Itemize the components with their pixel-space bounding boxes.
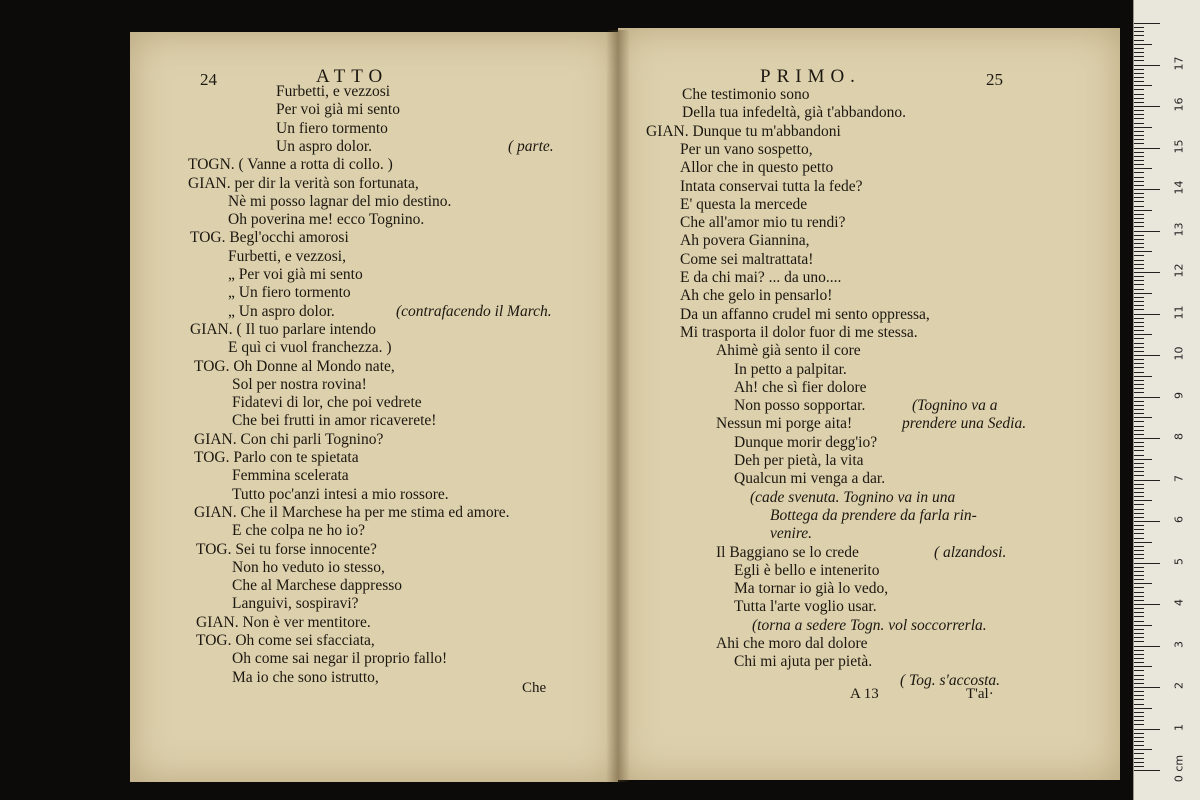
ruler-tick <box>1134 305 1144 306</box>
right-running-title: PRIMO. <box>760 66 861 87</box>
ruler-tick <box>1134 426 1144 427</box>
ruler-tick <box>1134 139 1144 140</box>
text-line: Un aspro dolor. <box>276 137 373 155</box>
ruler-tick <box>1134 691 1144 692</box>
text-line: TOG. Oh come sei sfacciata, <box>196 632 375 649</box>
ruler-tick <box>1134 571 1144 572</box>
ruler-tick <box>1134 94 1144 95</box>
text-line: GIAN. per dir la verità son fortunata, <box>188 174 419 192</box>
ruler-label: 5 <box>1172 557 1186 565</box>
text-line: GIAN. Con chi parli Tognino? <box>194 430 384 448</box>
ruler-tick <box>1134 380 1144 381</box>
ruler-label: 0 cm <box>1172 754 1186 783</box>
ruler-tick <box>1134 699 1144 700</box>
ruler-tick <box>1134 533 1144 534</box>
text-line: Ah che gelo in pensarlo! <box>680 287 833 305</box>
ruler-label: 7 <box>1172 474 1186 482</box>
ruler-label: 13 <box>1172 222 1186 236</box>
text-line: GIAN. Che il Marchese ha per me stima ed amore. <box>194 503 510 521</box>
ruler-tick <box>1134 376 1152 377</box>
text-line: GIAN. Dunque tu m'abbandoni <box>646 122 841 140</box>
ruler-tick <box>1134 558 1144 559</box>
text-line: Per voi già mi sento <box>276 101 400 119</box>
text-line: Che testimonio sono <box>682 86 810 103</box>
ruler-tick <box>1134 704 1144 705</box>
ruler-tick <box>1134 384 1144 385</box>
text-line: Che bei frutti in amor ricaverete! <box>232 412 437 430</box>
ruler-tick <box>1134 239 1144 240</box>
text-line: E da chi mai? ... da uno.... <box>680 269 842 286</box>
ruler-tick <box>1134 417 1152 418</box>
ruler-tick <box>1134 500 1152 501</box>
ruler-tick <box>1134 301 1144 302</box>
ruler-tick <box>1134 604 1160 605</box>
ruler-label: 14 <box>1172 180 1186 195</box>
text-line: (torna a sedere Togn. vol soccorrerla. <box>752 616 987 634</box>
ruler-tick <box>1134 255 1144 256</box>
ruler-tick <box>1134 73 1144 74</box>
ruler-tick <box>1134 367 1144 368</box>
ruler-tick <box>1134 770 1160 771</box>
ruler-tick <box>1134 65 1160 66</box>
ruler-tick <box>1134 687 1160 688</box>
ruler-label: 1 <box>1172 723 1186 731</box>
ruler-tick <box>1134 148 1160 149</box>
ruler-tick <box>1134 442 1144 443</box>
ruler-tick <box>1134 48 1144 49</box>
ruler-tick <box>1134 621 1144 622</box>
ruler-tick <box>1134 467 1144 468</box>
ruler-tick <box>1134 218 1144 219</box>
text-line: „ Un fiero tormento <box>228 284 351 302</box>
ruler-tick <box>1134 98 1144 99</box>
text-line: Che all'amor mio tu rendi? <box>680 214 846 232</box>
ruler-tick <box>1134 343 1144 344</box>
ruler-tick <box>1134 309 1144 310</box>
left-catchword: Che <box>522 680 547 696</box>
ruler-tick <box>1134 214 1144 215</box>
ruler-tick <box>1134 23 1160 24</box>
text-line: In petto a palpitar. <box>734 360 847 378</box>
stage-direction: ( parte. <box>508 137 554 155</box>
ruler-tick <box>1134 646 1160 647</box>
text-line: Della tua infedeltà, già t'abbandono. <box>682 104 907 122</box>
ruler-tick <box>1134 542 1152 543</box>
ruler-tick <box>1134 27 1144 28</box>
ruler-tick <box>1134 633 1144 634</box>
text-line: TOG. Parlo con te spietata <box>194 449 359 466</box>
ruler-tick <box>1134 625 1152 626</box>
ruler-tick <box>1134 127 1152 128</box>
ruler-tick <box>1134 675 1144 676</box>
ruler-tick <box>1134 351 1144 352</box>
ruler-tick <box>1134 401 1144 402</box>
ruler-tick <box>1134 654 1144 655</box>
right-catchword: T'al· <box>966 686 994 702</box>
text-line: Egli è bello e intenerito <box>734 561 880 579</box>
text-line: Qualcun mi venga a dar. <box>734 470 886 488</box>
text-line: Per un vano sospetto, <box>680 140 813 158</box>
ruler-tick <box>1134 596 1144 597</box>
ruler-tick <box>1134 243 1144 244</box>
ruler-tick <box>1134 488 1144 489</box>
ruler-label: 4 <box>1172 599 1186 606</box>
ruler-tick <box>1134 284 1144 285</box>
ruler-label: 16 <box>1172 97 1186 112</box>
text-line: TOG. Begl'occhi amorosi <box>190 229 349 247</box>
ruler-tick <box>1134 616 1144 617</box>
ruler-tick <box>1134 455 1144 456</box>
ruler-tick <box>1134 264 1144 265</box>
ruler-tick <box>1134 529 1144 530</box>
ruler-tick <box>1134 583 1152 584</box>
left-running-title: ATTO <box>316 66 389 87</box>
text-line: (cade svenuta. Tognino va in una <box>750 488 956 506</box>
ruler-tick <box>1134 206 1144 207</box>
ruler-tick <box>1134 260 1144 261</box>
ruler-tick <box>1134 450 1144 451</box>
ruler-label: 3 <box>1172 640 1186 648</box>
ruler-tick <box>1134 480 1160 481</box>
ruler-label: 8 <box>1172 433 1186 440</box>
ruler-tick <box>1134 509 1144 510</box>
ruler-tick <box>1134 737 1144 738</box>
ruler-tick <box>1134 550 1144 551</box>
ruler-tick <box>1134 679 1144 680</box>
ruler-tick <box>1134 546 1144 547</box>
ruler-tick <box>1134 712 1144 713</box>
text-line: Oh come sai negar il proprio fallo! <box>232 650 448 668</box>
ruler-tick <box>1134 276 1144 277</box>
text-line: venire. <box>770 525 813 543</box>
ruler-tick <box>1134 525 1144 526</box>
book-gutter <box>606 30 630 782</box>
ruler-tick <box>1134 650 1144 651</box>
ruler-tick <box>1134 56 1144 57</box>
text-line: Il Baggiano se lo crede <box>716 543 859 561</box>
ruler-tick <box>1134 741 1144 742</box>
ruler-tick <box>1134 280 1144 281</box>
text-line: Allor che in questo petto <box>680 159 834 177</box>
ruler-label: 11 <box>1172 305 1186 319</box>
ruler-tick <box>1134 517 1144 518</box>
ruler-tick <box>1134 708 1152 709</box>
ruler-tick <box>1134 538 1144 539</box>
ruler-tick <box>1134 421 1144 422</box>
ruler-tick <box>1134 662 1144 663</box>
ruler-tick <box>1134 733 1144 734</box>
ruler-tick <box>1134 152 1144 153</box>
ruler-tick <box>1134 31 1144 32</box>
left-page-number: 24 <box>200 70 217 89</box>
ruler-tick <box>1134 156 1144 157</box>
text-line: Femmina scelerata <box>232 467 349 485</box>
ruler-tick <box>1134 118 1144 119</box>
ruler-tick <box>1134 695 1144 696</box>
text-line: Sol per nostra rovina! <box>232 375 367 393</box>
ruler-tick <box>1134 143 1144 144</box>
ruler-tick <box>1134 587 1144 588</box>
ruler-tick <box>1134 446 1144 447</box>
ruler-tick <box>1134 521 1160 522</box>
ruler-tick <box>1134 484 1144 485</box>
ruler-tick <box>1134 563 1160 564</box>
ruler-tick <box>1134 135 1144 136</box>
text-line: Tutta l'arte voglio usar. <box>734 598 877 616</box>
ruler-tick <box>1134 272 1160 273</box>
ruler-tick <box>1134 318 1144 319</box>
ruler-tick <box>1134 52 1144 53</box>
text-line: Da un affanno crudel mi sento oppressa, <box>680 305 930 323</box>
ruler-tick <box>1134 496 1144 497</box>
ruler-tick <box>1134 347 1144 348</box>
ruler-tick <box>1134 579 1144 580</box>
text-line: Deh per pietà, la vita <box>734 452 864 469</box>
ruler-tick <box>1134 629 1144 630</box>
text-line: Ah! che sì fier dolore <box>734 378 867 396</box>
ruler-tick <box>1134 409 1144 410</box>
ruler-tick <box>1134 355 1160 356</box>
ruler-tick <box>1134 720 1144 721</box>
text-line: GIAN. ( Il tuo parlare intendo <box>190 320 376 338</box>
ruler-tick <box>1134 716 1144 717</box>
ruler-tick <box>1134 40 1144 41</box>
ruler-tick <box>1134 297 1144 298</box>
text-line: Non posso sopportar. <box>734 397 866 415</box>
text-line: TOG. Oh Donne al Mondo nate, <box>194 357 395 375</box>
ruler-tick <box>1134 463 1144 464</box>
ruler-tick <box>1134 413 1144 414</box>
text-line: Nè mi posso lagnar del mio destino. <box>228 192 452 210</box>
ruler-tick <box>1134 338 1144 339</box>
ruler-tick <box>1134 666 1152 667</box>
stage-direction: ( alzandosi. <box>934 543 1007 561</box>
ruler-tick <box>1134 471 1144 472</box>
text-line: Ahimè già sento il core <box>716 342 861 360</box>
ruler-tick <box>1134 762 1144 763</box>
text-line: Come sei maltrattata! <box>680 250 814 268</box>
ruler-tick <box>1134 322 1144 323</box>
ruler-tick <box>1134 749 1152 750</box>
ruler-tick <box>1134 235 1144 236</box>
ruler-tick <box>1134 177 1144 178</box>
ruler-tick <box>1134 459 1152 460</box>
ruler-tick <box>1134 608 1144 609</box>
ruler-label: 17 <box>1172 56 1186 70</box>
text-line: E che colpa ne ho io? <box>232 522 365 540</box>
ruler-tick <box>1134 172 1144 173</box>
ruler-tick <box>1134 85 1152 86</box>
right-page-number: 25 <box>986 70 1003 89</box>
measurement-ruler <box>1133 0 1200 800</box>
ruler-tick <box>1134 729 1160 730</box>
ruler-label: 2 <box>1172 682 1186 689</box>
ruler-tick <box>1134 210 1152 211</box>
ruler-tick <box>1134 247 1144 248</box>
ruler-tick <box>1134 289 1144 290</box>
ruler-tick <box>1134 226 1144 227</box>
ruler-tick <box>1134 430 1144 431</box>
ruler-tick <box>1134 405 1144 406</box>
ruler-tick <box>1134 641 1144 642</box>
text-line: Un fiero tormento <box>276 119 388 137</box>
ruler-tick <box>1134 44 1152 45</box>
ruler-tick <box>1134 123 1144 124</box>
ruler-tick <box>1134 193 1144 194</box>
ruler-label: 15 <box>1172 139 1186 153</box>
ruler-tick <box>1134 293 1152 294</box>
text-line: Dunque morir degg'io? <box>734 433 878 451</box>
text-line: Intata conservai tutta la fede? <box>680 177 863 195</box>
text-line: TOGN. ( Vanne a rotta di collo. ) <box>188 156 393 174</box>
text-line: Languivi, sospiravi? <box>232 595 359 613</box>
ruler-tick <box>1134 363 1144 364</box>
ruler-tick <box>1134 388 1144 389</box>
ruler-tick <box>1134 392 1144 393</box>
text-line: „ Un aspro dolor. <box>228 302 335 320</box>
text-line: Fidatevi di lor, che poi vedrete <box>232 394 422 412</box>
text-line: Ma io che sono istrutto, <box>232 668 379 686</box>
ruler-tick <box>1134 492 1144 493</box>
stage-direction: (contrafacendo il March. <box>396 302 552 320</box>
text-line: Ahi che moro dal dolore <box>716 635 868 652</box>
ruler-tick <box>1134 330 1144 331</box>
ruler-tick <box>1134 612 1144 613</box>
ruler-tick <box>1134 504 1144 505</box>
text-line: Mi trasporta il dolor fuor di me stessa. <box>680 323 918 341</box>
text-line: Chi mi ajuta per pietà. <box>734 653 873 671</box>
ruler-tick <box>1134 475 1144 476</box>
ruler-tick <box>1134 326 1144 327</box>
text-line: Furbetti, e vezzosi <box>276 83 391 100</box>
ruler-tick <box>1134 181 1144 182</box>
ruler-tick <box>1134 592 1144 593</box>
ruler-tick <box>1134 89 1144 90</box>
text-line: Tutto poc'anzi intesi a mio rossore. <box>232 485 449 503</box>
text-line: Ah povera Giannina, <box>680 232 810 250</box>
ruler-tick <box>1134 160 1144 161</box>
ruler-tick <box>1134 724 1144 725</box>
text-line: Furbetti, e vezzosi, <box>228 247 346 265</box>
ruler-tick <box>1134 189 1160 190</box>
text-line: Bottega da prendere da farla rin- <box>770 506 977 524</box>
ruler-tick <box>1134 438 1160 439</box>
right-signature: A 13 <box>850 686 879 702</box>
ruler-tick <box>1134 222 1144 223</box>
ruler-tick <box>1134 334 1152 335</box>
ruler-tick <box>1134 434 1144 435</box>
ruler-tick <box>1134 554 1144 555</box>
ruler-tick <box>1134 60 1144 61</box>
ruler-tick <box>1134 110 1144 111</box>
text-line: Nessun mi porge aita! <box>716 415 853 433</box>
ruler-tick <box>1134 359 1144 360</box>
ruler-tick <box>1134 513 1144 514</box>
ruler-tick <box>1134 658 1144 659</box>
ruler-tick <box>1134 168 1152 169</box>
ruler-label: 9 <box>1172 391 1186 399</box>
ruler-tick <box>1134 69 1144 70</box>
stage-direction: prendere una Sedia. <box>902 415 1027 433</box>
ruler-tick <box>1134 81 1144 82</box>
ruler-tick <box>1134 197 1144 198</box>
ruler-tick <box>1134 114 1144 115</box>
ruler-tick <box>1134 268 1144 269</box>
ruler-tick <box>1134 745 1144 746</box>
text-line: GIAN. Non è ver mentitore. <box>196 613 371 631</box>
stage-direction: (Tognino va a <box>912 397 998 415</box>
ruler-tick <box>1134 314 1160 315</box>
ruler-tick <box>1134 766 1144 767</box>
ruler-tick <box>1134 106 1160 107</box>
ruler-tick <box>1134 372 1144 373</box>
ruler-tick <box>1134 231 1160 232</box>
ruler-tick <box>1134 164 1144 165</box>
text-line: Oh poverina me! ecco Tognino. <box>228 211 425 229</box>
text-line: Ma tornar io già lo vedo, <box>734 580 889 598</box>
ruler-tick <box>1134 131 1144 132</box>
text-line: Non ho veduto io stesso, <box>232 558 385 576</box>
ruler-tick <box>1134 753 1144 754</box>
text-line: Che al Marchese dappresso <box>232 577 403 595</box>
ruler-tick <box>1134 670 1144 671</box>
text-line: E' questa la mercede <box>680 195 808 213</box>
ruler-tick <box>1134 35 1144 36</box>
ruler-tick <box>1134 77 1144 78</box>
ruler-tick <box>1134 575 1144 576</box>
ruler-tick <box>1134 567 1144 568</box>
text-line: E quì ci vuol franchezza. ) <box>228 339 392 357</box>
ruler-label: 6 <box>1172 516 1186 523</box>
ruler-tick <box>1134 758 1144 759</box>
text-line: „ Per voi già mi sento <box>228 266 363 283</box>
ruler-label: 12 <box>1172 263 1186 278</box>
text-line: ( Tog. s'accosta. <box>900 671 1001 689</box>
ruler-tick <box>1134 201 1144 202</box>
ruler-tick <box>1134 185 1144 186</box>
text-line: TOG. Sei tu forse innocente? <box>196 540 377 558</box>
ruler-tick <box>1134 637 1144 638</box>
ruler-label: 10 <box>1172 346 1186 361</box>
ruler-tick <box>1134 102 1144 103</box>
ruler-tick <box>1134 683 1144 684</box>
ruler-tick <box>1134 397 1160 398</box>
ruler-tick <box>1134 600 1144 601</box>
ruler-tick <box>1134 251 1152 252</box>
